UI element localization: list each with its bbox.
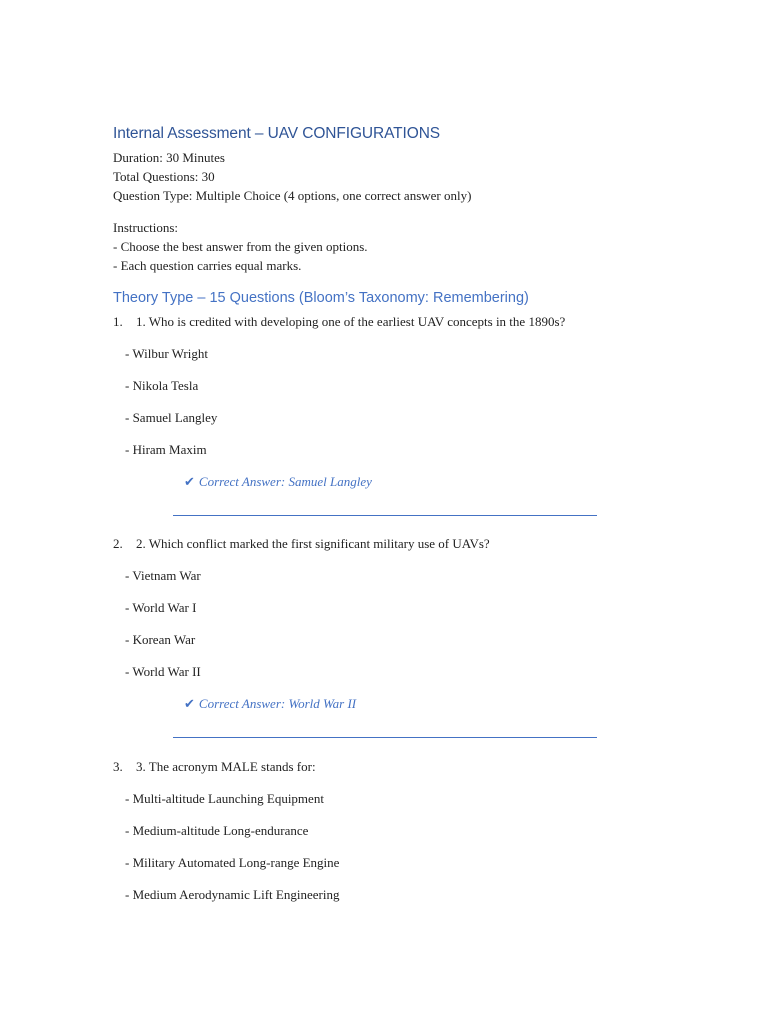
option: - World War I xyxy=(125,600,197,615)
question-text: 1. Who is credited with developing one of the earliest UAV concepts in the 1890s? xyxy=(136,314,566,329)
question-3 xyxy=(113,759,316,775)
question-number: 3. xyxy=(113,759,123,774)
question-1 xyxy=(113,314,565,330)
option: - Hiram Maxim xyxy=(125,442,207,457)
question-divider xyxy=(173,515,597,516)
correct-answer-text: Correct Answer: Samuel Langley xyxy=(198,474,372,489)
question-text: 3. The acronym MALE stands for: xyxy=(136,759,316,774)
option: - World War II xyxy=(125,664,201,679)
instruction-item: - Each question carries equal marks. xyxy=(113,258,302,273)
option: - Medium Aerodynamic Lift Engineering xyxy=(125,887,340,902)
question-2 xyxy=(113,536,490,552)
option: - Nikola Tesla xyxy=(125,378,199,393)
option: - Korean War xyxy=(125,632,196,647)
question-number: 2. xyxy=(113,536,123,551)
option: - Military Automated Long-range Engine xyxy=(125,855,340,870)
instructions-heading: Instructions: xyxy=(113,220,178,235)
option: - Medium-altitude Long-endurance xyxy=(125,823,309,838)
option: - Samuel Langley xyxy=(125,410,218,425)
correct-answer xyxy=(184,696,356,712)
option: - Vietnam War xyxy=(125,568,201,583)
option: - Multi-altitude Launching Equipment xyxy=(125,791,324,806)
total-questions-line: Total Questions: 30 xyxy=(113,169,215,184)
duration-line: Duration: 30 Minutes xyxy=(113,150,225,165)
check-icon: ✔ xyxy=(184,474,195,489)
question-divider xyxy=(173,737,597,738)
correct-answer-text: Correct Answer: World War II xyxy=(198,696,357,711)
instruction-item: - Choose the best answer from the given options. xyxy=(113,239,368,254)
correct-answer xyxy=(184,474,372,490)
option: - Wilbur Wright xyxy=(125,346,208,361)
document-title: Internal Assessment – UAV CONFIGURATIONS xyxy=(113,125,441,142)
question-type-line: Question Type: Multiple Choice (4 options, one correct answer only) xyxy=(113,188,472,203)
section-heading: Theory Type – 15 Questions (Bloom’s Taxonomy: Remembering) xyxy=(113,290,529,306)
question-text: 2. Which conflict marked the first significant military use of UAVs? xyxy=(136,536,490,551)
check-icon: ✔ xyxy=(184,696,195,711)
question-number: 1. xyxy=(113,314,123,329)
